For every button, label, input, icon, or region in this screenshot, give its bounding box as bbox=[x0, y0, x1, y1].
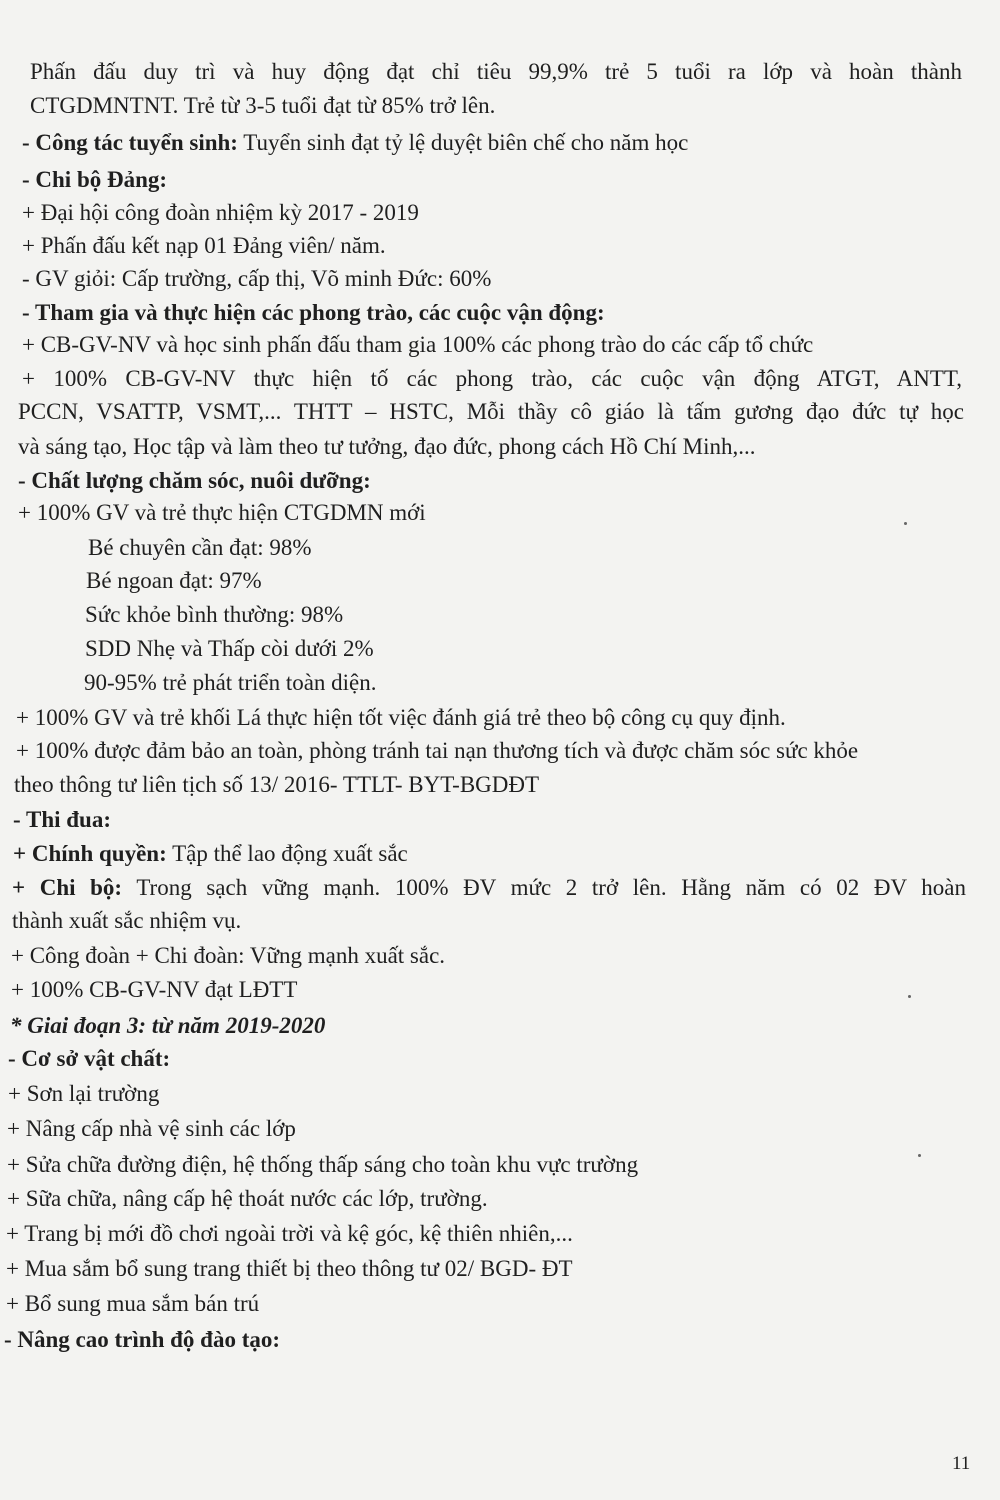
text-line: và sáng tạo, Học tập và làm theo tư tưởng, đạo đức, phong cách Hồ Chí Minh,... bbox=[18, 434, 756, 459]
text-line: + 100% được đảm bảo an toàn, phòng tránh tai nạn thương tích và được chăm sóc sức khỏe bbox=[16, 738, 859, 763]
text-line: + 100% CB-GV-NV đạt LĐTT bbox=[11, 977, 298, 1002]
section-heading: - Chất lượng chăm sóc, nuôi dưỡng: bbox=[18, 468, 371, 493]
list-item: + Bổ sung mua sắm bán trú bbox=[6, 1291, 260, 1316]
list-item: Sức khỏe bình thường: 98% bbox=[85, 602, 344, 627]
speck-mark bbox=[908, 995, 911, 998]
list-item: + Sửa chữa đường điện, hệ thống thấp sáng cho toàn khu vực trường bbox=[7, 1152, 639, 1177]
list-item: + Sơn lại trường bbox=[8, 1081, 160, 1106]
section-heading: - Thi đua: bbox=[13, 807, 112, 832]
section-heading: - Nâng cao trình độ đào tạo: bbox=[4, 1327, 281, 1352]
speck-mark bbox=[918, 1154, 921, 1157]
text-line: + 100% CB-GV-NV thực hiện tố các phong trào, các cuộc vận động ATGT, ANTT, bbox=[22, 366, 962, 391]
page-number: 11 bbox=[952, 1453, 971, 1474]
list-item: + Trang bị mới đồ chơi ngoài trời và kệ góc, kệ thiên nhiên,... bbox=[6, 1221, 573, 1246]
list-item: SDD Nhẹ và Thấp còi dưới 2% bbox=[85, 636, 374, 661]
text-line: + Đại hội công đoàn nhiệm kỳ 2017 - 2019 bbox=[22, 200, 419, 225]
text-line: - GV giỏi: Cấp trường, cấp thị, Võ minh Đức: 60% bbox=[22, 266, 492, 291]
section-heading: - Tham gia và thực hiện các phong trào, các cuộc vận động: bbox=[22, 300, 605, 325]
speck-mark bbox=[904, 522, 907, 525]
list-item: Bé chuyên cần đạt: 98% bbox=[88, 535, 312, 560]
text-line: Phấn đấu duy trì và huy động đạt chỉ tiêu 99,9% trẻ 5 tuổi ra lớp và hoàn thành bbox=[30, 59, 962, 84]
section-heading: - Chi bộ Đảng: bbox=[22, 167, 168, 192]
text-line: thành xuất sắc nhiệm vụ. bbox=[12, 908, 242, 933]
text-line: + 100% GV và trẻ thực hiện CTGDMN mới bbox=[18, 500, 426, 525]
list-item: Bé ngoan đạt: 97% bbox=[86, 568, 262, 593]
text-line: + Công đoàn + Chi đoàn: Vững mạnh xuất sắc. bbox=[11, 943, 446, 968]
text-line: CTGDMNTNT. Trẻ từ 3-5 tuổi đạt từ 85% trở lên. bbox=[30, 93, 496, 118]
section-heading: - Công tác tuyển sinh: Tuyển sinh đạt tỷ lệ duyệt biên chế cho năm học bbox=[22, 130, 689, 155]
text-line: PCCN, VSATTP, VSMT,... THTT – HSTC, Mỗi thầy cô giáo là tấm gương đạo đức tự học bbox=[18, 399, 964, 424]
text-line: + CB-GV-NV và học sinh phấn đấu tham gia 100% các phong trào do các cấp tổ chức bbox=[22, 332, 814, 357]
text-line: theo thông tư liên tịch số 13/ 2016- TTLT- BYT-BGDĐT bbox=[14, 772, 540, 797]
text-line: + Chi bộ: Trong sạch vững mạnh. 100% ĐV mức 2 trở lên. Hằng năm có 02 ĐV hoàn bbox=[12, 875, 966, 900]
list-item: + Sữa chữa, nâng cấp hệ thoát nước các lớp, trường. bbox=[7, 1186, 488, 1211]
section-heading: * Giai đoạn 3: từ năm 2019-2020 bbox=[10, 1013, 326, 1038]
text-line: + Chính quyền: Tập thể lao động xuất sắc bbox=[13, 841, 408, 866]
list-item: + Mua sắm bổ sung trang thiết bị theo thông tư 02/ BGD- ĐT bbox=[6, 1256, 573, 1281]
list-item: + Nâng cấp nhà vệ sinh các lớp bbox=[7, 1116, 296, 1141]
list-item: 90-95% trẻ phát triển toàn diện. bbox=[84, 670, 377, 695]
text-line: + 100% GV và trẻ khối Lá thực hiện tốt việc đánh giá trẻ theo bộ công cụ quy định. bbox=[16, 705, 786, 730]
section-heading: - Cơ sở vật chất: bbox=[8, 1046, 171, 1071]
text-line: + Phấn đấu kết nạp 01 Đảng viên/ năm. bbox=[22, 233, 386, 258]
